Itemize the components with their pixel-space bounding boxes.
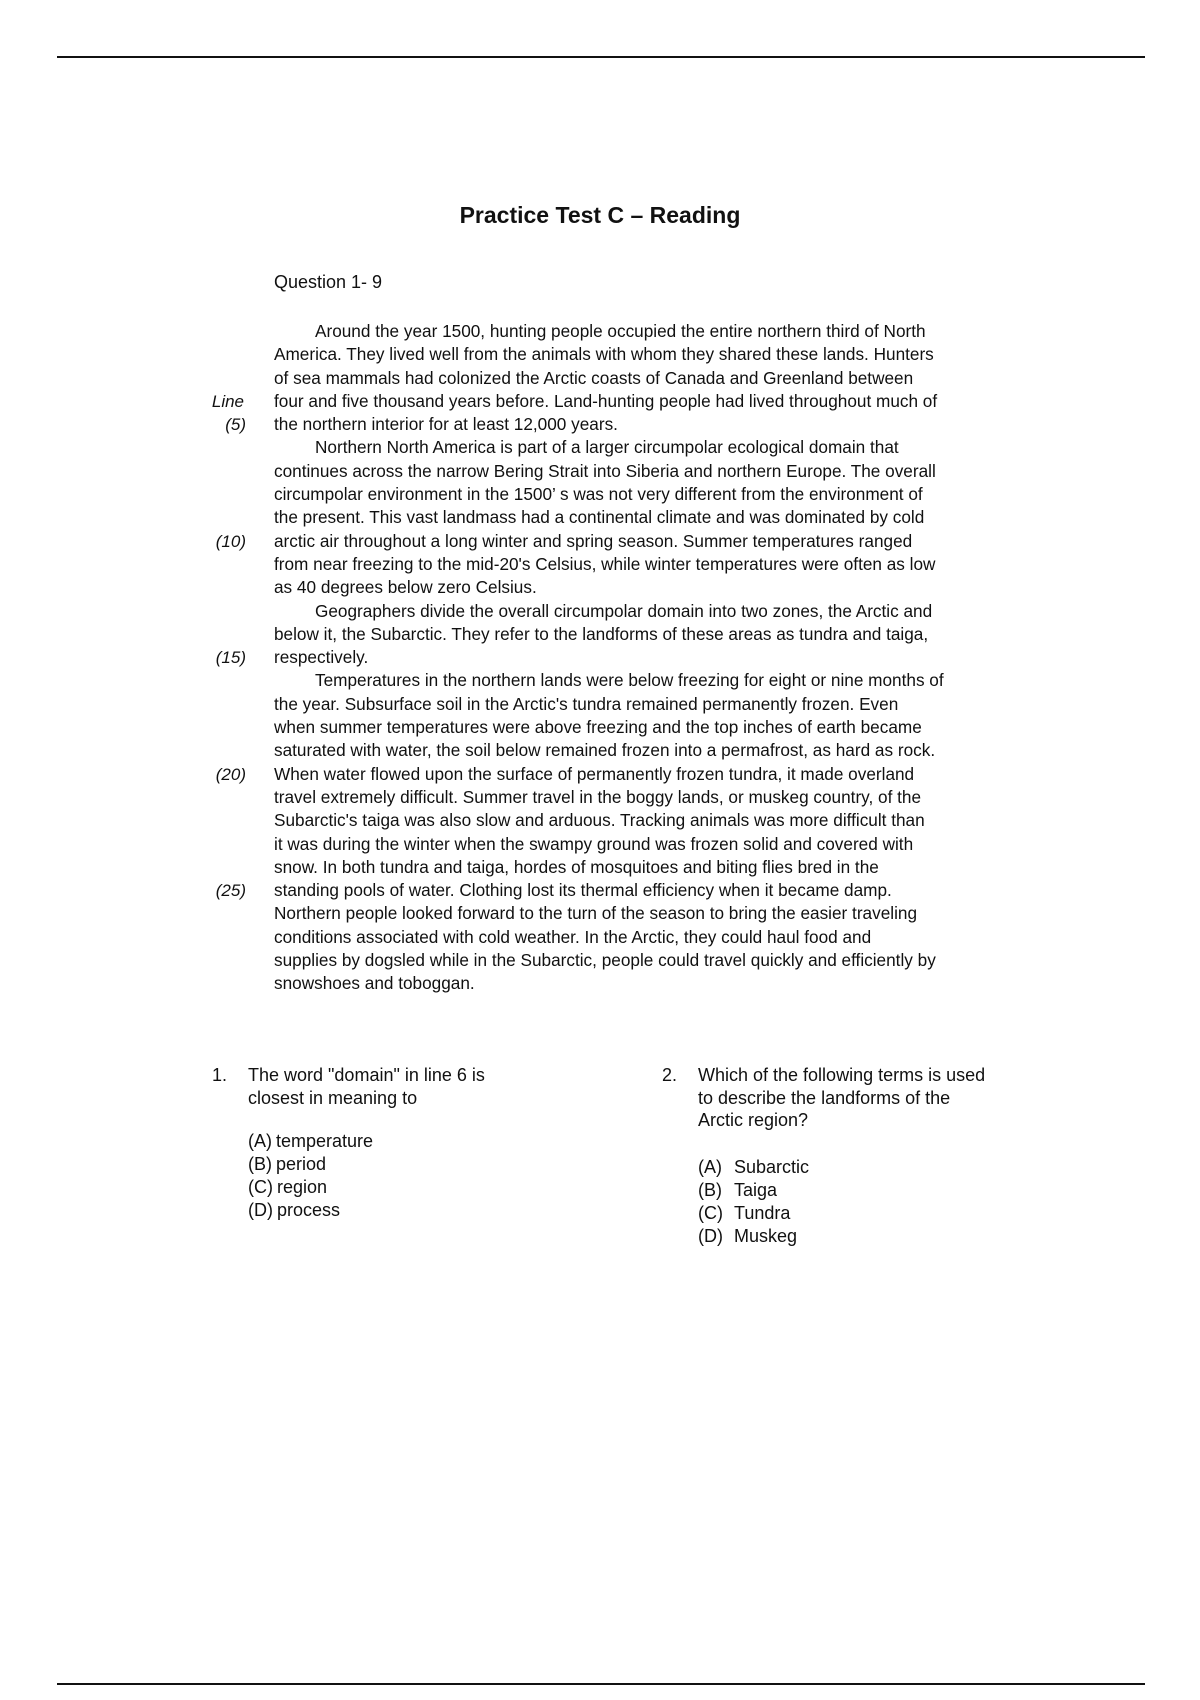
passage-line xyxy=(274,483,1044,506)
passage-text: from near freezing to the mid-20's Celsius, while winter temperatures were often as low xyxy=(274,553,936,574)
option-text: process xyxy=(277,1200,341,1220)
option-letter: (B) xyxy=(698,1179,722,1200)
passage-text: standing pools of water. Clothing lost its thermal efficiency when it became damp. xyxy=(274,880,892,901)
line-number-label: (5) xyxy=(225,415,246,435)
passage-text: saturated with water, the soil below remained frozen into a permafrost, as hard as rock. xyxy=(274,740,936,761)
passage-text: America. They lived well from the animals with whom they shared these lands. Hunters xyxy=(274,344,934,365)
passage-text: Northern North America is part of a larger circumpolar ecological domain that xyxy=(315,437,899,458)
prompt-line: The word "domain" in line 6 is xyxy=(248,1065,485,1085)
option-letter: (C) xyxy=(248,1177,273,1197)
option-letter: (C) xyxy=(698,1202,723,1223)
passage-text: when summer temperatures were above freezing and the top inches of earth became xyxy=(274,717,922,738)
option-text: region xyxy=(277,1177,328,1197)
option-letter: (D) xyxy=(698,1225,723,1246)
passage-text: the present. This vast landmass had a continental climate and was dominated by cold xyxy=(274,507,925,528)
passage-line xyxy=(274,833,1044,856)
page-title: Practice Test C – Reading xyxy=(459,202,741,228)
passage-text: When water flowed upon the surface of permanently frozen tundra, it made overland xyxy=(274,763,915,784)
passage-text: Northern people looked forward to the turn of the season to bring the easier traveling xyxy=(274,903,918,924)
question-2 xyxy=(662,1064,1032,1248)
passage-text: the northern interior for at least 12,000 years. xyxy=(274,414,618,435)
passage-text: arctic air throughout a long winter and spring season. Summer temperatures ranged xyxy=(274,530,913,551)
answer-option-d[interactable] xyxy=(248,1199,542,1222)
passage-text: respectively. xyxy=(274,647,369,668)
option-letter: (A) xyxy=(248,1131,272,1151)
answer-option-b[interactable] xyxy=(698,1179,1032,1202)
passage-line xyxy=(274,926,1044,949)
passage-line xyxy=(274,343,1044,366)
passage-text: of sea mammals had colonized the Arctic coasts of Canada and Greenland between xyxy=(274,367,914,388)
passage-text: circumpolar environment in the 1500’ s was not very different from the environment of xyxy=(274,484,923,505)
passage-text: it was during the winter when the swampy ground was frozen solid and covered with xyxy=(274,833,914,854)
option-letter: (A) xyxy=(698,1156,722,1177)
passage-line xyxy=(274,716,1044,739)
passage-text: snowshoes and toboggan. xyxy=(274,973,475,994)
passage-text: Subarctic's taiga was also slow and arduous. Tracking animals was more difficult than xyxy=(274,810,925,831)
passage-line xyxy=(274,623,1044,646)
option-text: temperature xyxy=(276,1131,374,1151)
reading-passage xyxy=(211,320,1044,996)
line-number-label: Line xyxy=(211,391,244,411)
passage-text: Geographers divide the overall circumpolar domain into two zones, the Arctic and xyxy=(315,600,933,621)
passage-line xyxy=(274,856,1044,879)
answer-options xyxy=(248,1130,542,1222)
passage-line xyxy=(274,902,1044,925)
bottom-rule xyxy=(57,1683,1145,1685)
question-prompt xyxy=(248,1064,542,1109)
line-number-label: (10) xyxy=(215,531,246,551)
question-range: Question 1- 9 xyxy=(274,272,383,292)
option-text: period xyxy=(276,1154,327,1174)
option-letter: (B) xyxy=(248,1154,272,1174)
passage-text: Temperatures in the northern lands were below freezing for eight or nine months of xyxy=(315,670,944,691)
option-text: Subarctic xyxy=(734,1156,810,1177)
passage-line xyxy=(215,763,1044,786)
passage-text: conditions associated with cold weather. In the Arctic, they could haul food and xyxy=(274,926,872,947)
passage-line xyxy=(274,436,1044,459)
passage-line xyxy=(274,669,1044,692)
answer-option-d[interactable] xyxy=(698,1225,1032,1248)
passage-line xyxy=(274,506,1044,529)
passage-line xyxy=(274,809,1044,832)
answer-option-a[interactable] xyxy=(698,1156,1032,1179)
answer-options xyxy=(698,1156,1032,1248)
passage-text: travel extremely difficult. Summer travel in the boggy lands, or muskeg country, of the xyxy=(274,786,922,807)
passage-line xyxy=(215,879,1044,902)
prompt-line: to describe the landforms of the xyxy=(698,1087,951,1108)
passage-text: snow. In both tundra and taiga, hordes of mosquitoes and biting flies bred in the xyxy=(274,856,879,877)
prompt-line: Arctic region? xyxy=(698,1110,809,1130)
passage-text: below it, the Subarctic. They refer to the landforms of these areas as tundra and taiga, xyxy=(274,623,929,644)
passage-line xyxy=(274,693,1044,716)
passage-line xyxy=(211,390,1044,413)
question-prompt xyxy=(698,1064,1032,1132)
question-1 xyxy=(212,1064,542,1222)
option-text: Tundra xyxy=(734,1202,791,1223)
passage-text: continues across the narrow Bering Strait into Siberia and northern Europe. The overall xyxy=(274,460,936,481)
answer-option-c[interactable] xyxy=(248,1176,542,1199)
passage-line xyxy=(274,739,1044,762)
passage-line xyxy=(274,553,1044,576)
top-rule xyxy=(57,56,1145,58)
passage-line xyxy=(274,460,1044,483)
passage-text: Around the year 1500, hunting people occupied the entire northern third of North xyxy=(315,321,926,341)
option-text: Muskeg xyxy=(734,1225,798,1246)
line-number-label: (20) xyxy=(215,764,246,784)
passage-line xyxy=(274,600,1044,623)
passage-line xyxy=(274,576,1044,599)
passage-line xyxy=(274,972,1044,995)
passage-line xyxy=(274,320,1044,343)
passage-text: the year. Subsurface soil in the Arctic's tundra remained permanently frozen. Even xyxy=(274,693,899,714)
passage-line xyxy=(274,786,1044,809)
passage-line xyxy=(215,530,1044,553)
passage-line xyxy=(215,646,1044,669)
option-letter: (D) xyxy=(248,1200,273,1220)
question-number: 2. xyxy=(662,1065,678,1085)
passage-line xyxy=(274,949,1044,972)
answer-option-a[interactable] xyxy=(248,1130,542,1153)
answer-option-c[interactable] xyxy=(698,1202,1032,1225)
prompt-line: closest in meaning to xyxy=(248,1087,418,1108)
passage-line xyxy=(274,367,1044,390)
question-number: 1. xyxy=(212,1065,228,1085)
answer-option-b[interactable] xyxy=(248,1153,542,1176)
prompt-line: Which of the following terms is used xyxy=(698,1065,986,1085)
passage-text: four and five thousand years before. Land-hunting people had lived throughout much of xyxy=(274,390,938,411)
passage-text: supplies by dogsled while in the Subarctic, people could travel quickly and efficiently by xyxy=(274,950,936,971)
passage-text: as 40 degrees below zero Celsius. xyxy=(274,577,537,598)
line-number-label: (15) xyxy=(215,648,246,668)
passage-line xyxy=(225,413,1044,436)
line-number-label: (25) xyxy=(215,881,246,901)
option-text: Taiga xyxy=(734,1179,778,1200)
